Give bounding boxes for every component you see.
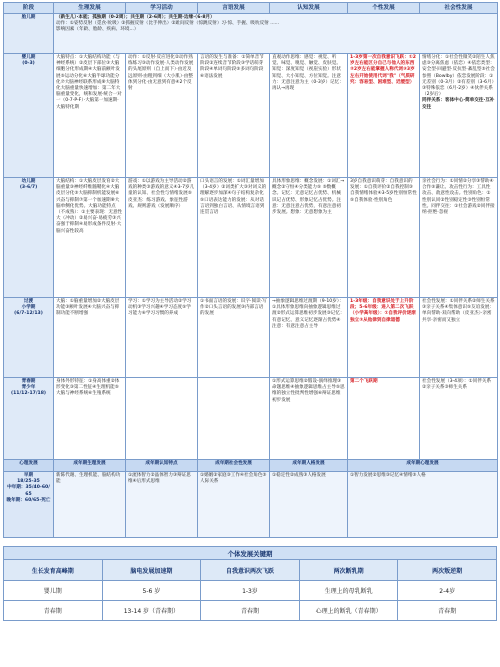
adult-head-2: 成年期认知特点 — [126, 460, 198, 472]
neonate-line-3: 影响因素（年龄、胎龄、疾病、环境...） — [56, 27, 139, 33]
infant-social-2: 同伴关系：客体中心·简单交往·互补交往 — [422, 98, 495, 110]
school-personality: 1-3年级：自我意识处于上升阶段；5-6年级：进入第二次飞跃（小学高年级）：①自我评价逐渐独立②从他律到自律道德 — [348, 298, 420, 378]
key-row-2 — [4, 601, 497, 621]
key-cell: 1-3岁 — [201, 581, 300, 601]
school-language: ①书面言语的发展：识字·阅读·写作②口头言语的发展③内部言语的发展 — [198, 298, 270, 378]
key-periods-table — [3, 546, 497, 621]
stage-infant-label: 婴儿期 — [21, 55, 36, 60]
stage-neonate: 胎儿期 — [4, 14, 54, 54]
key-title: 个体发展关键期 — [4, 547, 497, 560]
toddler-cognition: 具体形象思维：概念发展：①词汇→概念②守恒④分类能力⑤ ⑤数概念。记忆：无意记忆占优势、机械识记占优势、形象记忆占优势。注意：无意注意占优势，有意注意初步发展。想象：无意想象为主 — [270, 178, 348, 298]
toddler-learning: 游戏：①以游戏为主导活动②游戏的种类③游戏的意义④3-7岁儿童的认知、社会性与情绪发展⑤皮亚杰：练习游戏、象征性游戏、规则游戏（发展顺序） — [126, 178, 198, 298]
teen-language — [198, 378, 270, 460]
key-cell: 生理上的母乳断乳 — [299, 581, 398, 601]
adult-head-4: 成年期人格发展 — [270, 460, 348, 472]
infant-physical: 大脑特点：①大脑结构功能（与神经系统）②皮层下部位③大脑细胞分化形成期④大脑前额叶发展⑤运动分化⑥大脑半球功能分化⑦大脑神经联系形成⑧大脑特化大脑重量快速增加：第二年大脑重量变化，统和发展·统合一对一（0-7-P-F）·大脑第一加速期·大脑特化期 — [54, 54, 126, 178]
stage-adult-range-2: 中年期：35/40-60/65 — [7, 485, 50, 497]
teen-physical: 身体外形特征：①身高体重②体形变化③第二性征④生理机能⑤大脑与神经系统⑥生殖系统 — [54, 378, 126, 460]
stage-school-label: 过渡 — [23, 299, 34, 304]
header-physical: 生理发展 — [54, 3, 126, 14]
adult-header-row — [4, 460, 498, 472]
infant-row — [4, 54, 498, 178]
development-grid — [3, 2, 498, 538]
adult-head-5: 成年期心理发展 — [348, 460, 498, 472]
adult-head-0: 心理发展 — [4, 460, 54, 472]
infant-social — [420, 54, 498, 178]
school-cognition: →抽象逻辑思维过渡期（9-10岁）：①具体形象思维向抽象逻辑思维过渡②形式运算思维初步发展③记忆：有意记忆、意义记忆逐渐占优势④注意：有意注意占主导 — [270, 298, 348, 378]
stage-adult-label: 早期 — [23, 473, 34, 478]
teen-row — [4, 378, 498, 460]
teen-personality: 第二个飞跃期 — [348, 378, 420, 460]
stage-infant-age: (0-3) — [22, 61, 35, 67]
key-cell: 13-14 岁（青春期） — [102, 601, 201, 621]
key-cell: 青春期 — [201, 601, 300, 621]
key-title-row — [4, 547, 497, 560]
adult-head-1: 成年期生理发展 — [54, 460, 126, 472]
stage-adult-range-3: 晚年期：60/65-死亡 — [6, 497, 51, 503]
adult-col-5: ①智力发展②思维③记忆④情绪⑤人格 — [348, 472, 498, 538]
header-personality: 个性发展 — [348, 3, 420, 14]
stage-school-age: (6/7-12/13) — [14, 311, 43, 317]
header-row — [4, 3, 498, 14]
school-social: 社会性发展：①同伴关系②师生关系③亲子关系④集体意识⑤友谊发展：单向帮助·双向帮助（皮亚杰）·亲密共享·亲密而又独立 — [420, 298, 498, 378]
key-cell: 2-4岁 — [398, 581, 497, 601]
stage-teen-age: (11/12-17/18) — [10, 391, 47, 397]
header-social: 社会性发展 — [420, 3, 498, 14]
stage-toddler-label: 幼儿期 — [21, 179, 36, 184]
key-cell: 婴儿期 — [4, 581, 103, 601]
toddler-personality: 3岁自我意识萌芽：自我意识的发展：①自我评价②自我控制③自我情绪体验④3-5岁性别恒常性⑤自我体验·性别角色 — [348, 178, 420, 298]
adult-col-2: ①流体智力②晶体智力③辩证思维④后形式思维 — [126, 472, 198, 538]
key-hdr-3: 两次断乳期 — [299, 560, 398, 581]
adult-head-3: 成年期社会性发展 — [198, 460, 270, 472]
infant-personality: 1-3岁第一次自我意识飞跃：①2岁左右能区分自己与他人的东西②2岁左右能掌握人称代词③3岁左右开始使用代词"我"（气质研究：容易型、困难型、迟缓型） — [348, 54, 420, 178]
neonate-content — [54, 14, 498, 54]
stage-toddler — [4, 178, 54, 298]
key-header-row — [4, 560, 497, 581]
key-row-1 — [4, 581, 497, 601]
header-cognition: 认知发展 — [270, 3, 348, 14]
key-hdr-0: 生长发育高峰期 — [4, 560, 103, 581]
stage-adult — [4, 472, 54, 538]
toddler-social: 亲社会行为：①同情②分享③帮助④合作⑤谦让。攻击性行为：工具性攻击、敌意性攻击。性别角色：①性别认同②性别稳定性③性别恒常性。同伴交往：①社会游戏②同伴接纳·拒绝·忽视 — [420, 178, 498, 298]
key-hdr-4: 两次叛逆期 — [398, 560, 497, 581]
teen-learning — [126, 378, 198, 460]
toddler-language: 口头语言的发展：①词汇量增加（3-4岁）②词类扩大③对词义的理解逐步加深④句子结构复杂化⑤口语表达能力的发展：从对话言语到独白言语、从情境言语到连贯言语 — [198, 178, 270, 298]
adult-col-3: ①婚姻②家庭③工作④社会角色⑤人际关系 — [198, 472, 270, 538]
stage-toddler-age: (3-6/7) — [19, 185, 38, 191]
teen-cognition: ①形式运算思维②假设-演绎推理③命题思维④抽象逻辑思维占主导⑤思维的独立性批判性增强⑥辩证思维初步发展 — [270, 378, 348, 460]
neonate-line-2: 动作：①姿势反射（觅食·吮吸）②抓握反射（比手伸出）②趾间反射（惊跳反射）习·惊、手握、吸吮反射 ...... — [56, 21, 280, 27]
stage-school — [4, 298, 54, 378]
infant-learning: 动作：①反射·反应进化②动作熟练练习③动作发展·人类动作发展的头尾原则（自上而下）·由近及远原则·由粗到细（大小肌）·由整体到分化·由无意到有意④2个反射 — [126, 54, 198, 178]
adult-row — [4, 472, 498, 538]
key-cell: 青春期 — [398, 601, 497, 621]
stage-adult-range-1: 18/25-35 — [17, 479, 40, 485]
school-physical: 大脑：①脑重量增加②大脑皮层功能③额叶发展④大脑兴奋与抑制功能不断增强 — [54, 298, 126, 378]
school-learning: 学习：①学习为主导活动②学习动机③学习兴趣④学习态度⑤学习能力⑥学习习惯的养成 — [126, 298, 198, 378]
infant-language: 言语的发生与准备：①简单音节阶段②连续音节阶段③学话萌芽阶段④单词句阶段⑤多词句阶段⑥语法发展 — [198, 54, 270, 178]
key-cell: 青春期 — [4, 601, 103, 621]
neonate-row — [4, 14, 498, 54]
key-hdr-2: 自我意识两次飞跃 — [201, 560, 300, 581]
key-cell: 心理上的断乳（青春期） — [299, 601, 398, 621]
adult-col-4: ①稳定性②成熟③人格发展 — [270, 472, 348, 538]
toddler-row — [4, 178, 498, 298]
stage-teen-label: 青春期 — [21, 379, 36, 384]
stage-infant — [4, 54, 54, 178]
key-hdr-1: 脑电发展加速期 — [102, 560, 201, 581]
infant-social-1: 情绪分化：①社会性微笑②陌生人焦虑③分离焦虑（依恋）④依恋类型：安全型·回避型·反抗型·紊乱型⑤社会参照（Bowlby）依恋发展阶段：①无差别（0-3月）②有差别（3-6月）③特殊依恋（6月-2岁）④伙伴关系（2岁后） — [422, 55, 495, 98]
neonate-line-1: （新生儿）·本能；孤独期（0-2周）；共生期（2-6周）；共生期·边缘·（6-8月） — [56, 15, 215, 20]
teen-social: 社会性发展（3-4项）：①同伴关系②亲子关系③师生关系 — [420, 378, 498, 460]
page — [0, 2, 500, 667]
infant-cognition: 直观动作思维：感觉：视觉、听觉、味觉、嗅觉、触觉、皮肤觉。知觉：深度知觉（视崖实验）形状知觉、大小知觉、方位知觉。注意力：无意注意为主（0-3岁）记忆：再认→再现 — [270, 54, 348, 178]
adult-col-1: 新陈代谢、生理机能、脑结构功能 — [54, 472, 126, 538]
header-learning: 学习活动 — [126, 3, 198, 14]
header-stage: 阶段 — [4, 3, 54, 14]
school-row — [4, 298, 498, 378]
toddler-physical: 大脑结构：①大脑皮层发育②大脑重量③神经纤维髓鞘化④大脑皮层分化⑤大脑抑制机能发展⑥兴奋与抑制⑦第一个加速期⑧大脑单侧化优势。大脑功能特点（不成熟）：①主要表现：无意性大（冲动）②易兴奋·易疲劳③兴奋强于抑制④易形成条件反射·大脑兴奋性较高 — [54, 178, 126, 298]
stage-teen-label-2: 青少年 — [21, 385, 36, 391]
stage-school-label-2: 小学期 — [21, 305, 36, 311]
header-language: 言语发展 — [198, 3, 270, 14]
stage-teen — [4, 378, 54, 460]
key-cell: 5-6 岁 — [102, 581, 201, 601]
